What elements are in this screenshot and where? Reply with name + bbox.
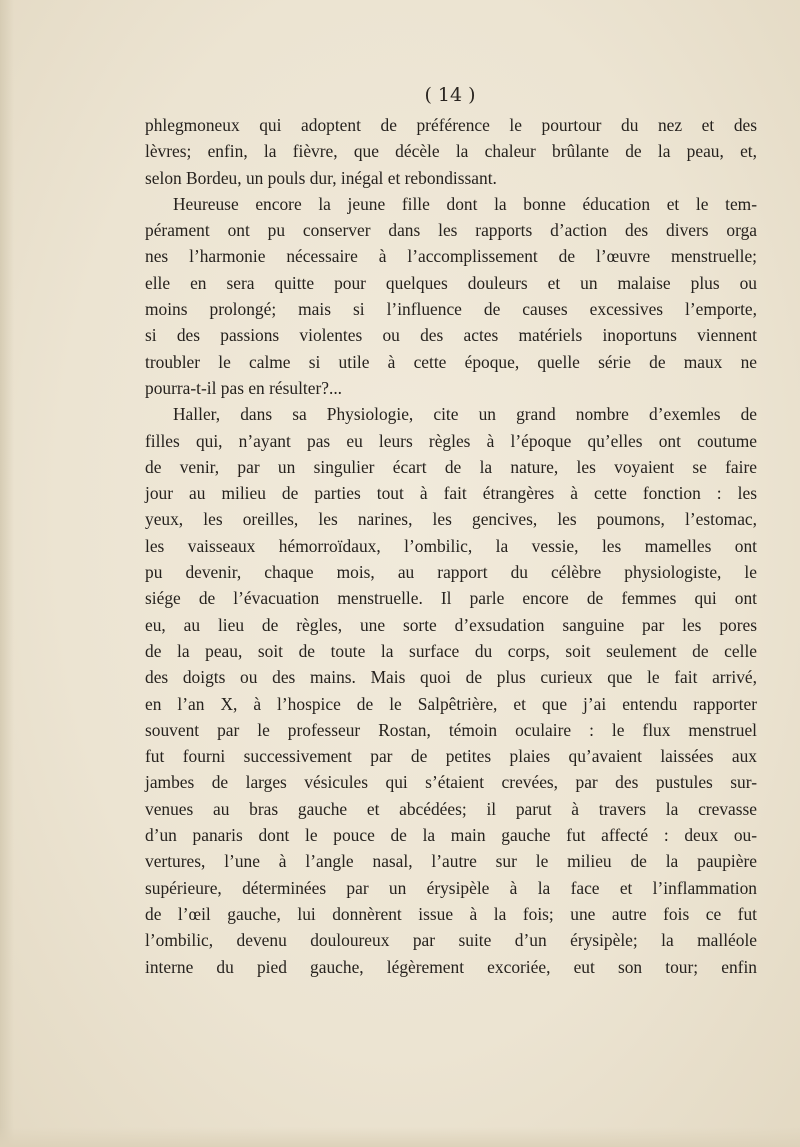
text-line: venues au bras gauche et abcédées; il parut à travers la crevasse xyxy=(145,798,757,819)
text-line: eu, au lieu de règles, une sorte d’exsudation sanguine par les pores xyxy=(145,614,757,635)
text-line: d’un panaris dont le pouce de la main gauche fut affecté : deux ou- xyxy=(145,825,757,846)
text-line: de la peau, soit de toute la surface du corps, soit seulement de celle xyxy=(145,640,757,661)
text-line: nes l’harmonie nécessaire à l’accomplissement de l’œuvre menstruelle; xyxy=(145,246,757,267)
text-line: Haller, dans sa Physiologie, cite un grand nombre d’exemles de xyxy=(173,404,757,425)
text-line: selon Bordeu, un pouls dur, inégal et rebondissant. xyxy=(145,167,497,188)
text-line: jour au milieu de parties tout à fait étrangères à cette fonction : les xyxy=(145,483,757,504)
text-line: si des passions violentes ou des actes matériels inoportuns viennent xyxy=(145,325,757,346)
text-line: de venir, par un singulier écart de la nature, les voyaient se faire xyxy=(145,456,757,477)
page-shadow-bottom xyxy=(0,1127,800,1147)
text-line: supérieure, déterminées par un érysipèle à la face et l’inflammation xyxy=(145,877,757,898)
text-line: elle en sera quitte pour quelques douleurs et un malaise plus ou xyxy=(145,272,757,293)
body-text xyxy=(145,112,757,980)
page-shadow-left xyxy=(0,0,14,1147)
text-line: vertures, l’une à l’angle nasal, l’autre sur le milieu de la paupière xyxy=(145,851,757,872)
text-line: moins prolongé; mais si l’influence de causes excessives l’emporte, xyxy=(145,299,757,320)
text-line: pu devenir, chaque mois, au rapport du célèbre physiologiste, le xyxy=(145,562,757,583)
text-line: filles qui, n’ayant pas eu leurs règles à l’époque qu’elles ont coutume xyxy=(145,430,757,451)
page-number: ( 14 ) xyxy=(424,84,476,106)
text-line: lèvres; enfin, la fièvre, que décèle la chaleur brûlante de la peau, et, xyxy=(145,141,757,162)
text-line: fut fourni successivement par de petites plaies qu’avaient laissées aux xyxy=(145,746,757,767)
text-line: yeux, les oreilles, les narines, les gencives, les poumons, l’estomac, xyxy=(145,509,757,530)
text-line: troubler le calme si utile à cette époque, quelle série de maux ne xyxy=(145,351,757,372)
text-line: l’ombilic, devenu douloureux par suite d’un érysipèle; la malléole xyxy=(145,930,757,951)
text-line: siége de l’évacuation menstruelle. Il parle encore de femmes qui ont xyxy=(145,588,757,609)
text-line: Heureuse encore la jeune fille dont la bonne éducation et le tem- xyxy=(173,193,757,214)
text-line: pérament ont pu conserver dans les rapports d’action des divers orga xyxy=(145,220,757,241)
text-line: de l’œil gauche, lui donnèrent issue à la fois; une autre fois ce fut xyxy=(145,903,757,924)
text-line: interne du pied gauche, légèrement excoriée, eut son tour; enfin xyxy=(145,956,757,977)
text-line: pourra-t-il pas en résulter?... xyxy=(145,377,343,398)
text-line: souvent par le professeur Rostan, témoin oculaire : le flux menstruel xyxy=(145,719,757,740)
text-line: en l’an X, à l’hospice de le Salpêtrière, et que j’ai entendu rapporter xyxy=(145,693,757,714)
text-line: des doigts ou des mains. Mais quoi de plus curieux que le fait arrivé, xyxy=(145,667,757,688)
text-line: jambes de larges vésicules qui s’étaient crevées, par des pustules sur- xyxy=(145,772,757,793)
text-line: phlegmoneux qui adoptent de préférence le pourtour du nez et des xyxy=(145,115,757,135)
text-line: les vaisseaux hémorroïdaux, l’ombilic, la vessie, les mamelles ont xyxy=(145,535,757,556)
